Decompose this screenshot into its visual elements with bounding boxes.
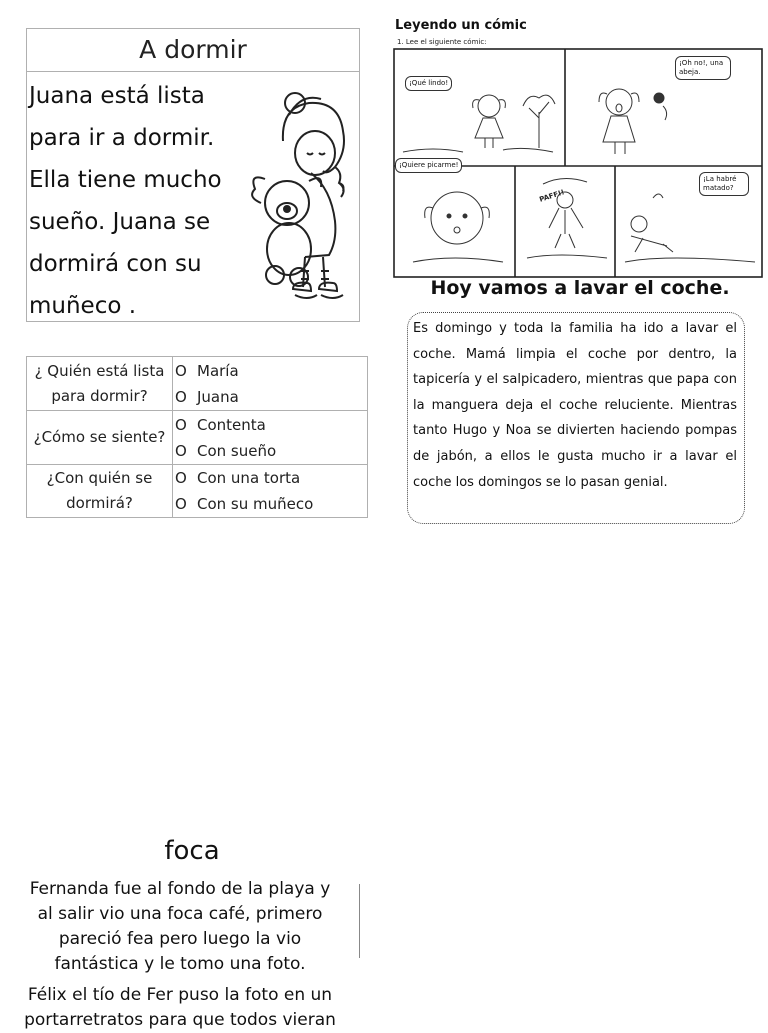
a-dormir-line: Ella tiene mucho bbox=[29, 167, 222, 193]
option-circle-icon: O bbox=[175, 416, 187, 434]
option-circle-icon: O bbox=[175, 362, 187, 380]
a-dormir-line: para ir a dormir. bbox=[29, 125, 215, 151]
foca-line: al salir vio una foca café, primero bbox=[37, 904, 323, 924]
a-dormir-line: sueño. Juana se bbox=[29, 209, 211, 235]
quiz-option-label: Contenta bbox=[197, 416, 266, 434]
quiz-question-line: ¿Con quién se bbox=[46, 469, 153, 487]
a-dormir-card bbox=[26, 28, 360, 322]
quiz-option-label: María bbox=[197, 362, 239, 380]
divider bbox=[359, 884, 360, 958]
option-circle-icon: O bbox=[175, 469, 187, 487]
speech-bubble: ¡Qué lindo! bbox=[405, 76, 452, 91]
foca-line: fantástica y le tomo una foto. bbox=[54, 954, 306, 974]
quiz-option-label: Con sueño bbox=[197, 442, 277, 460]
comic-sound-effect: PAFF!! bbox=[538, 188, 566, 204]
foca-title: foca bbox=[164, 836, 220, 866]
speech-bubble: ¡Quiere picarme! bbox=[395, 158, 462, 173]
a-dormir-line: dormirá con su bbox=[29, 251, 202, 277]
a-dormir-title: A dormir bbox=[27, 29, 359, 72]
foca-line: portarretratos para que todos vieran bbox=[24, 1010, 336, 1030]
foca-line: Félix el tío de Fer puso la foto en un bbox=[27, 985, 333, 1005]
a-dormir-text bbox=[29, 75, 234, 327]
quiz-option[interactable] bbox=[175, 465, 300, 491]
coche-text-box bbox=[407, 312, 745, 524]
quiz-option[interactable] bbox=[175, 491, 313, 517]
quiz-question-line: ¿ Quién está lista bbox=[34, 361, 165, 380]
quiz-option[interactable] bbox=[175, 412, 266, 438]
quiz-option-label: Con su muñeco bbox=[197, 495, 314, 513]
quiz-question-line: dormirá? bbox=[66, 494, 133, 512]
quiz-option[interactable] bbox=[175, 438, 276, 464]
speech-bubble: ¡La habré matado? bbox=[699, 172, 749, 196]
comic-instruction: 1. Lee el siguiente cómic: bbox=[397, 38, 487, 46]
quiz-question bbox=[27, 465, 173, 517]
quiz-row bbox=[27, 465, 367, 517]
option-circle-icon: O bbox=[175, 388, 187, 406]
option-circle-icon: O bbox=[175, 442, 187, 460]
quiz-question-line: para dormir? bbox=[51, 386, 148, 405]
a-dormir-line: Juana está lista bbox=[29, 83, 205, 109]
quiz-option[interactable] bbox=[175, 384, 239, 410]
quiz-row bbox=[27, 357, 367, 411]
quiz-option-label: Juana bbox=[197, 388, 239, 406]
quiz-option[interactable] bbox=[175, 358, 239, 384]
quiz-question-line: ¿Cómo se siente? bbox=[33, 428, 166, 446]
coche-text: Es domingo y toda la familia ha ido a lavar el coche. Mamá limpia el coche por dentro, la tapicería y el salpicadero, mientras que papa con la manguera deja el coche reluciente. Mientras tanto Hugo y Noa se divierten haciendo pompas de jabón, a ellos le gusta mucho ir a lavar el coche los domingos se lo pasan genial. bbox=[413, 321, 737, 490]
option-circle-icon: O bbox=[175, 495, 187, 513]
foca-line: pareció fea pero luego la vio bbox=[58, 929, 302, 949]
quiz-table bbox=[26, 356, 368, 518]
quiz-option-label: Con una torta bbox=[197, 469, 301, 487]
quiz-row bbox=[27, 411, 367, 465]
girl-with-teddy-bear-illustration bbox=[235, 71, 359, 319]
quiz-question bbox=[27, 357, 173, 410]
coche-title: Hoy vamos a lavar el coche. bbox=[430, 277, 730, 299]
quiz-question bbox=[27, 411, 173, 464]
foca-line: Fernanda fue al fondo de la playa y bbox=[29, 879, 331, 899]
a-dormir-line: muñeco . bbox=[29, 293, 137, 319]
comic-title: Leyendo un cómic bbox=[395, 18, 527, 33]
speech-bubble: ¡Oh no!, una abeja. bbox=[675, 56, 731, 80]
foca-text bbox=[4, 877, 356, 1033]
comic-worksheet bbox=[393, 12, 763, 278]
